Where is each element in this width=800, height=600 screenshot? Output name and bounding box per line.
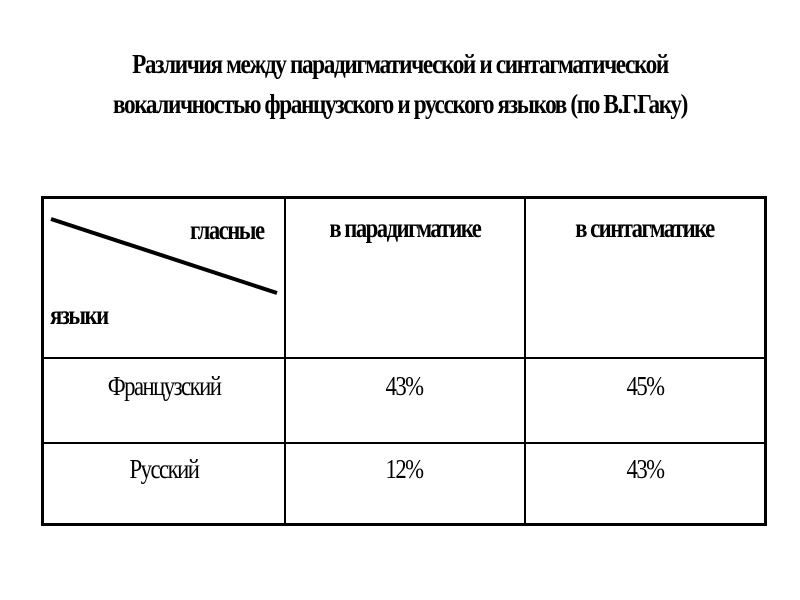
column-header-paradigmatic: в парадигматике [285,198,525,358]
slide-title [56,44,744,124]
corner-cell [43,198,285,358]
comparison-table [41,196,767,526]
title-line-1: Различия между парадигматической и синтагматической [132,49,668,79]
cell-russian-paradigmatic: 12% [285,443,525,525]
row-label-russian: Русский [43,443,285,525]
cell-french-syntagmatic: 45% [525,358,766,443]
column-header-syntagmatic: в синтагматике [525,198,766,358]
corner-label-vowels: гласные [189,215,264,245]
table-header-row [43,198,766,358]
title-line-2: вокаличностью французского и русского языков (по В.Г.Гаку) [112,89,688,119]
table-row [43,443,766,525]
cell-russian-syntagmatic: 43% [525,443,766,525]
table-row [43,358,766,443]
cell-french-paradigmatic: 43% [285,358,525,443]
corner-label-languages: языки [50,299,108,330]
row-label-french: Французский [43,358,285,443]
